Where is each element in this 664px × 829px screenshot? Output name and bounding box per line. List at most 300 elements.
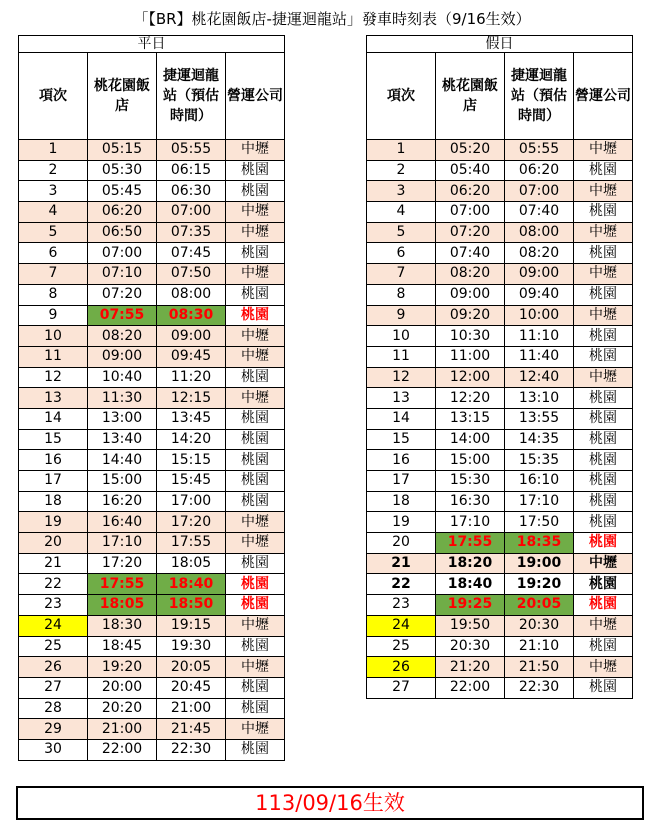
cell-station: 21:10	[505, 636, 574, 657]
cell-hotel: 07:20	[88, 284, 157, 305]
cell-hotel: 16:30	[436, 491, 505, 512]
table-row	[19, 636, 285, 657]
cell-station: 21:45	[157, 719, 226, 740]
cell-no: 9	[367, 305, 436, 326]
table-row	[367, 450, 633, 471]
table-row	[19, 346, 285, 367]
cell-no: 13	[367, 388, 436, 409]
cell-company: 中壢	[226, 388, 285, 409]
table-row	[367, 388, 633, 409]
table-row	[367, 636, 633, 657]
table-row	[367, 657, 633, 678]
cell-no: 7	[367, 264, 436, 285]
table-row	[19, 140, 285, 161]
cell-station: 06:15	[157, 160, 226, 181]
cell-station: 15:45	[157, 471, 226, 492]
cell-company: 中壢	[226, 326, 285, 347]
cell-hotel: 20:20	[88, 698, 157, 719]
cell-station: 14:35	[505, 429, 574, 450]
cell-hotel: 05:30	[88, 160, 157, 181]
cell-hotel: 08:20	[436, 264, 505, 285]
cell-hotel: 18:20	[436, 553, 505, 574]
cell-station: 17:10	[505, 491, 574, 512]
cell-no: 28	[19, 698, 88, 719]
table-row	[367, 677, 633, 698]
cell-station: 19:30	[157, 636, 226, 657]
cell-hotel: 16:20	[88, 491, 157, 512]
cell-no: 14	[367, 408, 436, 429]
cell-no: 16	[19, 450, 88, 471]
cell-station: 19:15	[157, 615, 226, 636]
cell-station: 07:50	[157, 264, 226, 285]
cell-no: 6	[19, 243, 88, 264]
cell-hotel: 17:10	[88, 533, 157, 554]
cell-company: 中壢	[574, 657, 633, 678]
cell-hotel: 18:45	[88, 636, 157, 657]
table-row	[367, 140, 633, 161]
cell-no: 10	[19, 326, 88, 347]
table-row	[367, 615, 633, 636]
table-row	[367, 243, 633, 264]
cell-hotel: 12:00	[436, 367, 505, 388]
weekday-rows	[19, 140, 285, 761]
cell-station: 07:00	[505, 181, 574, 202]
cell-company: 桃園	[574, 491, 633, 512]
cell-station: 06:20	[505, 160, 574, 181]
cell-hotel: 17:55	[436, 533, 505, 554]
cell-hotel: 17:55	[88, 574, 157, 595]
cell-company: 桃園	[226, 677, 285, 698]
table-row	[367, 284, 633, 305]
cell-hotel: 06:20	[436, 181, 505, 202]
table-row	[19, 574, 285, 595]
table-row	[19, 160, 285, 181]
cell-no: 3	[19, 181, 88, 202]
cell-no: 29	[19, 719, 88, 740]
cell-no: 30	[19, 739, 88, 760]
table-row	[367, 222, 633, 243]
cell-hotel: 07:00	[436, 202, 505, 223]
cell-hotel: 14:00	[436, 429, 505, 450]
column-header-hotel: 桃花園飯店	[88, 53, 157, 140]
cell-hotel: 17:10	[436, 512, 505, 533]
cell-hotel: 13:15	[436, 408, 505, 429]
table-row	[367, 346, 633, 367]
table-row	[367, 264, 633, 285]
cell-station: 13:45	[157, 408, 226, 429]
cell-hotel: 21:20	[436, 657, 505, 678]
cell-no: 4	[19, 202, 88, 223]
cell-hotel: 05:20	[436, 140, 505, 161]
cell-station: 18:40	[157, 574, 226, 595]
cell-hotel: 13:00	[88, 408, 157, 429]
cell-station: 10:00	[505, 305, 574, 326]
cell-company: 桃園	[574, 471, 633, 492]
cell-company: 桃園	[226, 739, 285, 760]
cell-company: 桃園	[574, 677, 633, 698]
column-header-hotel: 桃花園飯店	[436, 53, 505, 140]
table-row	[19, 491, 285, 512]
cell-no: 8	[19, 284, 88, 305]
cell-hotel: 15:30	[436, 471, 505, 492]
cell-no: 27	[19, 677, 88, 698]
cell-hotel: 11:30	[88, 388, 157, 409]
cell-no: 22	[367, 574, 436, 595]
cell-hotel: 18:40	[436, 574, 505, 595]
cell-company: 桃園	[574, 636, 633, 657]
table-row	[19, 264, 285, 285]
cell-station: 08:30	[157, 305, 226, 326]
cell-no: 6	[367, 243, 436, 264]
table-row	[19, 367, 285, 388]
cell-company: 桃園	[574, 388, 633, 409]
cell-hotel: 22:00	[436, 677, 505, 698]
cell-no: 16	[367, 450, 436, 471]
cell-no: 14	[19, 408, 88, 429]
cell-company: 中壢	[574, 367, 633, 388]
cell-hotel: 12:20	[436, 388, 505, 409]
cell-no: 25	[367, 636, 436, 657]
cell-station: 11:40	[505, 346, 574, 367]
cell-no: 19	[19, 512, 88, 533]
cell-company: 桃園	[226, 471, 285, 492]
cell-no: 19	[367, 512, 436, 533]
cell-company: 桃園	[226, 574, 285, 595]
column-header-company: 營運公司	[574, 53, 633, 140]
cell-hotel: 15:00	[436, 450, 505, 471]
cell-hotel: 19:50	[436, 615, 505, 636]
table-row	[19, 305, 285, 326]
cell-hotel: 18:30	[88, 615, 157, 636]
cell-no: 20	[19, 533, 88, 554]
column-header-no: 項次	[19, 53, 88, 140]
cell-no: 26	[19, 657, 88, 678]
cell-company: 中壢	[574, 553, 633, 574]
table-row	[19, 450, 285, 471]
cell-company: 中壢	[574, 222, 633, 243]
cell-hotel: 18:05	[88, 595, 157, 616]
table-row	[19, 553, 285, 574]
cell-no: 25	[19, 636, 88, 657]
cell-hotel: 07:10	[88, 264, 157, 285]
cell-company: 桃園	[226, 367, 285, 388]
cell-hotel: 15:00	[88, 471, 157, 492]
cell-station: 09:00	[505, 264, 574, 285]
cell-hotel: 17:20	[88, 553, 157, 574]
cell-hotel: 20:30	[436, 636, 505, 657]
cell-no: 12	[367, 367, 436, 388]
cell-company: 中壢	[226, 533, 285, 554]
cell-no: 20	[367, 533, 436, 554]
cell-no: 27	[367, 677, 436, 698]
cell-company: 中壢	[226, 202, 285, 223]
cell-no: 21	[19, 553, 88, 574]
cell-station: 09:00	[157, 326, 226, 347]
cell-hotel: 05:15	[88, 140, 157, 161]
cell-hotel: 07:55	[88, 305, 157, 326]
cell-station: 17:50	[505, 512, 574, 533]
cell-hotel: 07:40	[436, 243, 505, 264]
column-header-station: 捷運迴龍站（預估時間）	[505, 53, 574, 140]
cell-hotel: 09:00	[436, 284, 505, 305]
column-header-company: 營運公司	[226, 53, 285, 140]
cell-hotel: 06:20	[88, 202, 157, 223]
cell-station: 22:30	[505, 677, 574, 698]
cell-no: 8	[367, 284, 436, 305]
cell-station: 17:55	[157, 533, 226, 554]
cell-no: 17	[19, 471, 88, 492]
table-row	[367, 326, 633, 347]
cell-company: 桃園	[226, 429, 285, 450]
cell-station: 07:40	[505, 202, 574, 223]
cell-no: 1	[19, 140, 88, 161]
weekday-label: 平日	[19, 36, 285, 53]
cell-company: 桃園	[226, 160, 285, 181]
cell-station: 20:05	[505, 595, 574, 616]
cell-no: 24	[19, 615, 88, 636]
cell-hotel: 07:00	[88, 243, 157, 264]
cell-company: 桃園	[226, 243, 285, 264]
cell-company: 桃園	[574, 284, 633, 305]
effective-date-footer: 113/09/16生效	[16, 786, 644, 820]
table-row	[19, 408, 285, 429]
cell-company: 中壢	[574, 264, 633, 285]
cell-station: 09:45	[157, 346, 226, 367]
cell-no: 17	[367, 471, 436, 492]
cell-company: 桃園	[574, 512, 633, 533]
cell-station: 16:10	[505, 471, 574, 492]
cell-company: 桃園	[226, 595, 285, 616]
cell-station: 13:10	[505, 388, 574, 409]
cell-company: 桃園	[226, 491, 285, 512]
table-row	[367, 408, 633, 429]
cell-company: 中壢	[226, 512, 285, 533]
table-row	[367, 160, 633, 181]
table-row	[367, 533, 633, 554]
cell-no: 26	[367, 657, 436, 678]
cell-no: 3	[367, 181, 436, 202]
cell-company: 桃園	[574, 595, 633, 616]
cell-no: 23	[19, 595, 88, 616]
cell-company: 桃園	[574, 429, 633, 450]
cell-hotel: 09:00	[88, 346, 157, 367]
cell-company: 桃園	[574, 243, 633, 264]
cell-station: 15:35	[505, 450, 574, 471]
cell-station: 22:30	[157, 739, 226, 760]
table-row	[19, 595, 285, 616]
cell-station: 08:00	[505, 222, 574, 243]
cell-station: 08:00	[157, 284, 226, 305]
cell-company: 中壢	[226, 264, 285, 285]
table-row	[19, 657, 285, 678]
cell-no: 5	[367, 222, 436, 243]
cell-station: 17:20	[157, 512, 226, 533]
cell-no: 12	[19, 367, 88, 388]
table-row	[19, 615, 285, 636]
cell-hotel: 13:40	[88, 429, 157, 450]
cell-hotel: 05:40	[436, 160, 505, 181]
cell-hotel: 11:00	[436, 346, 505, 367]
table-row	[19, 719, 285, 740]
cell-station: 11:20	[157, 367, 226, 388]
cell-company: 桃園	[574, 160, 633, 181]
cell-hotel: 07:20	[436, 222, 505, 243]
cell-company: 桃園	[226, 450, 285, 471]
cell-station: 14:20	[157, 429, 226, 450]
cell-company: 中壢	[574, 615, 633, 636]
cell-station: 18:50	[157, 595, 226, 616]
cell-station: 15:15	[157, 450, 226, 471]
holiday-label: 假日	[367, 36, 633, 53]
cell-station: 19:20	[505, 574, 574, 595]
cell-station: 21:00	[157, 698, 226, 719]
cell-no: 2	[367, 160, 436, 181]
table-row	[367, 429, 633, 450]
cell-company: 桃園	[574, 202, 633, 223]
cell-no: 5	[19, 222, 88, 243]
cell-station: 12:40	[505, 367, 574, 388]
cell-no: 2	[19, 160, 88, 181]
cell-hotel: 10:40	[88, 367, 157, 388]
cell-station: 06:30	[157, 181, 226, 202]
cell-station: 11:10	[505, 326, 574, 347]
cell-company: 中壢	[226, 615, 285, 636]
table-row	[367, 595, 633, 616]
cell-station: 12:15	[157, 388, 226, 409]
table-row	[367, 512, 633, 533]
cell-company: 桃園	[226, 698, 285, 719]
cell-company: 桃園	[574, 533, 633, 554]
table-row	[19, 181, 285, 202]
cell-company: 桃園	[226, 284, 285, 305]
table-row	[367, 553, 633, 574]
cell-company: 桃園	[574, 574, 633, 595]
cell-no: 24	[367, 615, 436, 636]
cell-company: 桃園	[574, 408, 633, 429]
table-row	[367, 574, 633, 595]
cell-no: 11	[19, 346, 88, 367]
cell-station: 13:55	[505, 408, 574, 429]
cell-hotel: 05:45	[88, 181, 157, 202]
cell-company: 中壢	[226, 346, 285, 367]
cell-hotel: 19:25	[436, 595, 505, 616]
cell-company: 桃園	[226, 181, 285, 202]
cell-station: 19:00	[505, 553, 574, 574]
table-row	[19, 698, 285, 719]
cell-station: 20:30	[505, 615, 574, 636]
cell-company: 中壢	[574, 305, 633, 326]
cell-company: 桃園	[574, 450, 633, 471]
table-row	[19, 429, 285, 450]
cell-station: 17:00	[157, 491, 226, 512]
cell-company: 中壢	[226, 140, 285, 161]
table-row	[19, 533, 285, 554]
cell-hotel: 08:20	[88, 326, 157, 347]
cell-station: 05:55	[157, 140, 226, 161]
cell-no: 10	[367, 326, 436, 347]
table-row	[19, 243, 285, 264]
cell-station: 08:20	[505, 243, 574, 264]
cell-no: 13	[19, 388, 88, 409]
cell-company: 中壢	[226, 719, 285, 740]
cell-no: 11	[367, 346, 436, 367]
table-row	[19, 512, 285, 533]
cell-no: 7	[19, 264, 88, 285]
cell-station: 07:45	[157, 243, 226, 264]
column-header-no: 項次	[367, 53, 436, 140]
cell-company: 桃園	[574, 326, 633, 347]
cell-station: 20:45	[157, 677, 226, 698]
cell-company: 桃園	[226, 305, 285, 326]
cell-no: 15	[367, 429, 436, 450]
cell-hotel: 10:30	[436, 326, 505, 347]
table-row	[19, 326, 285, 347]
cell-station: 05:55	[505, 140, 574, 161]
cell-hotel: 14:40	[88, 450, 157, 471]
cell-station: 09:40	[505, 284, 574, 305]
holiday-rows	[367, 140, 633, 699]
cell-station: 21:50	[505, 657, 574, 678]
cell-no: 21	[367, 553, 436, 574]
table-row	[367, 367, 633, 388]
table-row	[19, 202, 285, 223]
cell-station: 18:35	[505, 533, 574, 554]
table-row	[19, 388, 285, 409]
cell-hotel: 09:20	[436, 305, 505, 326]
column-header-station: 捷運迴龍站（預估時間）	[157, 53, 226, 140]
cell-station: 18:05	[157, 553, 226, 574]
cell-company: 桃園	[226, 408, 285, 429]
cell-hotel: 06:50	[88, 222, 157, 243]
table-row	[367, 202, 633, 223]
table-row	[367, 491, 633, 512]
table-row	[19, 222, 285, 243]
cell-company: 中壢	[226, 657, 285, 678]
holiday-timetable	[366, 35, 633, 699]
page-title: 「【BR】桃花園飯店-捷運迴龍站」發車時刻表（9/16生效）	[133, 10, 531, 28]
cell-no: 1	[367, 140, 436, 161]
table-row	[367, 471, 633, 492]
cell-no: 4	[367, 202, 436, 223]
cell-hotel: 19:20	[88, 657, 157, 678]
cell-station: 07:35	[157, 222, 226, 243]
cell-station: 07:00	[157, 202, 226, 223]
cell-hotel: 20:00	[88, 677, 157, 698]
table-row	[19, 284, 285, 305]
cell-no: 22	[19, 574, 88, 595]
cell-hotel: 16:40	[88, 512, 157, 533]
cell-no: 15	[19, 429, 88, 450]
cell-company: 桃園	[574, 346, 633, 367]
cell-company: 中壢	[574, 140, 633, 161]
cell-company: 中壢	[574, 181, 633, 202]
table-row	[19, 471, 285, 492]
cell-no: 23	[367, 595, 436, 616]
cell-no: 9	[19, 305, 88, 326]
cell-hotel: 22:00	[88, 739, 157, 760]
cell-company: 中壢	[226, 222, 285, 243]
cell-no: 18	[367, 491, 436, 512]
cell-no: 18	[19, 491, 88, 512]
cell-company: 桃園	[226, 553, 285, 574]
cell-company: 桃園	[226, 636, 285, 657]
weekday-timetable	[18, 35, 285, 761]
cell-hotel: 21:00	[88, 719, 157, 740]
cell-station: 20:05	[157, 657, 226, 678]
table-row	[19, 677, 285, 698]
table-row	[367, 305, 633, 326]
table-row	[19, 739, 285, 760]
